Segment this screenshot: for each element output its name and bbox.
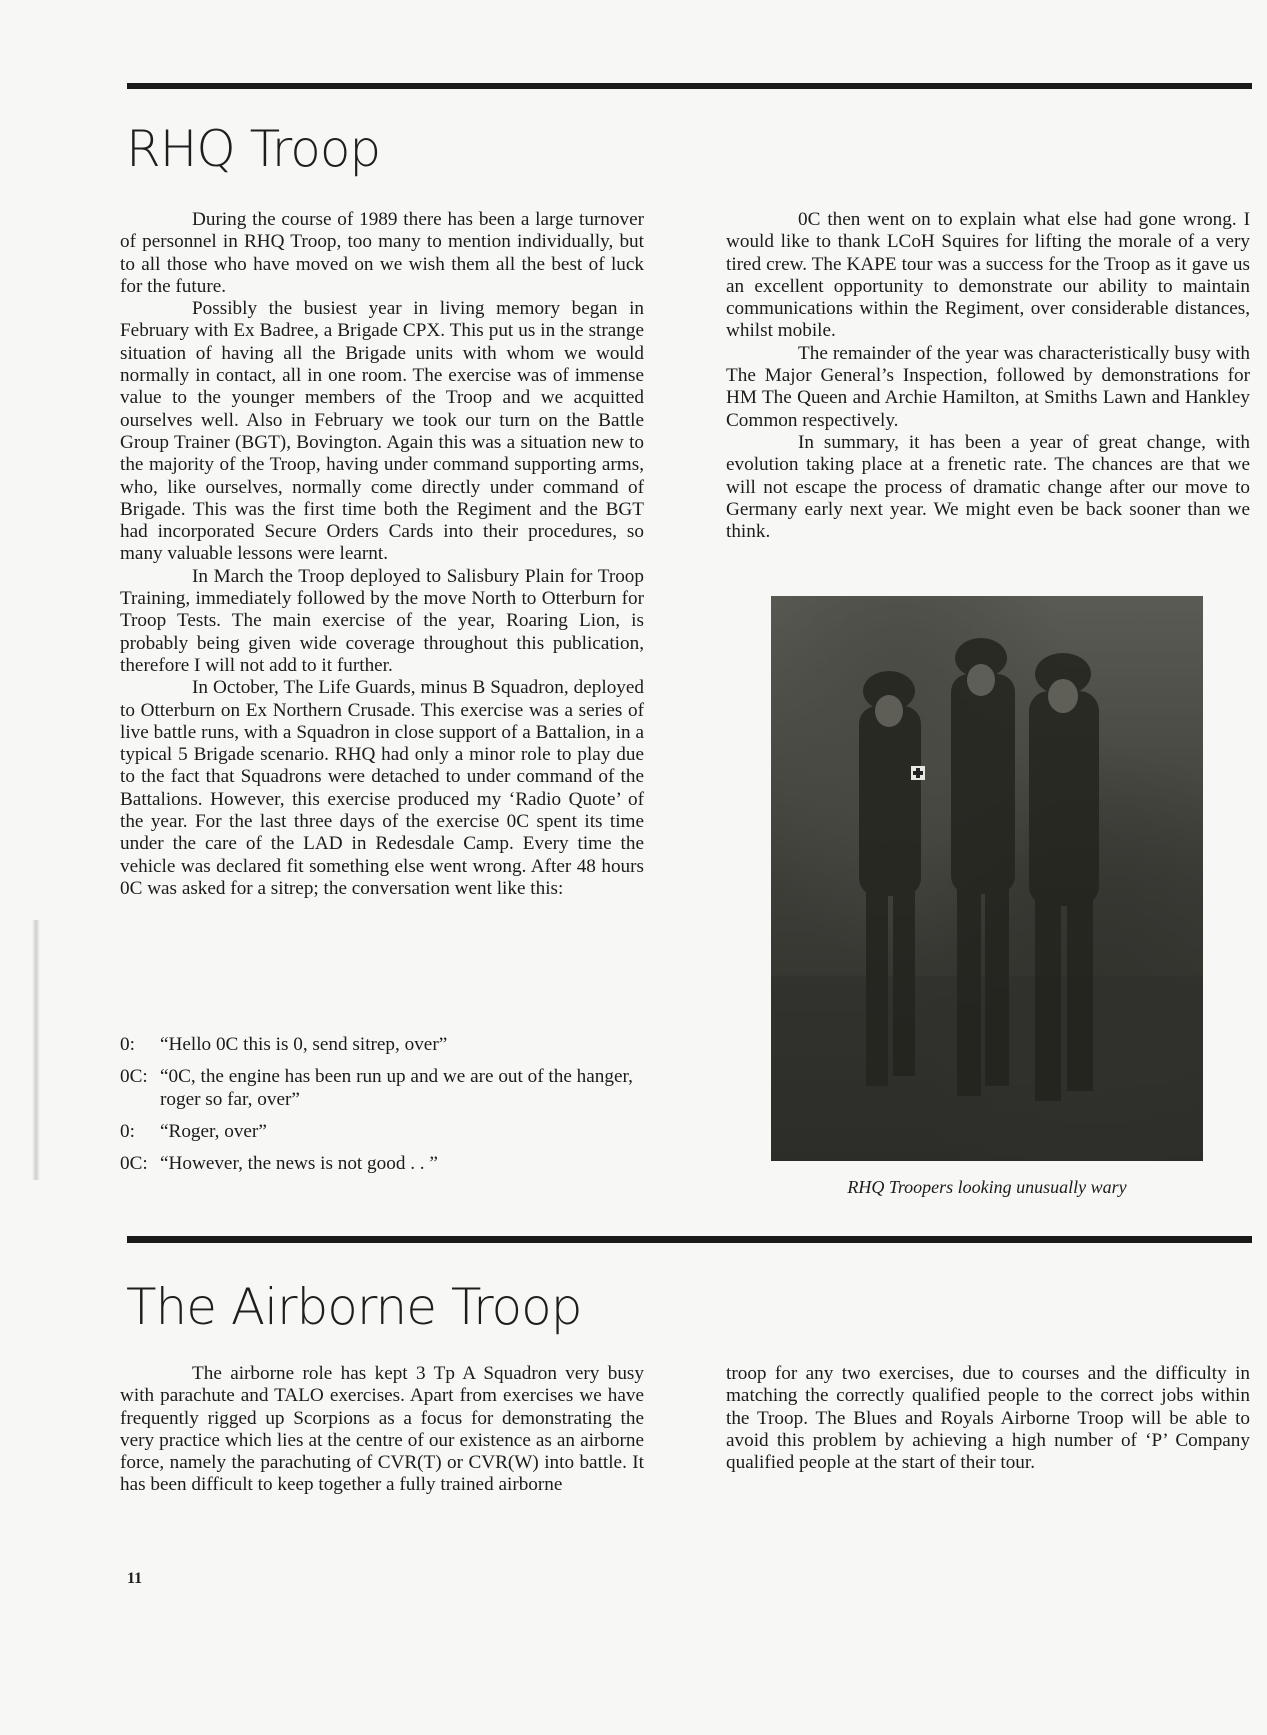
paragraph: troop for any two exercises, due to courses and the difficulty in matching the correctly qualified people to the correct jobs within the Troop. The Blues and Royals Airborne Troop will be able to avoid this problem by achieving a high number of ‘P’ Company qualified people at the start of their tour.: [726, 1363, 1250, 1474]
rhq-column-right: [726, 209, 1250, 543]
radio-dialogue: [120, 1034, 660, 1185]
photo-caption: RHQ Troopers looking unusually wary: [847, 1177, 1127, 1197]
paragraph: In October, The Life Guards, minus B Squadron, deployed to Otterburn on Ex Northern Crusade. This exercise was a series of live battle runs, with a Squadron in close support of a Battalion, in a typical 5 Brigade scenario. RHQ had only a minor role to play due to the fact that Squadrons were detached to under command of the Battalions. However, this exercise produced my ‘Radio Quote’ of the year. For the last three days of the exercise 0C spent its time under the care of the LAD in Redesdale Camp. Every time the vehicle was declared fit something else went wrong. After 48 hours 0C was asked for a sitrep; the conversation went like this:: [120, 677, 644, 899]
paragraph: During the course of 1989 there has been a large turnover of personnel in RHQ Troop, too many to mention individually, but to all those who have moved on we wish them all the best of luck for the future.: [120, 209, 644, 297]
paragraph: 0C then went on to explain what else had gone wrong. I would like to thank LCoH Squires for lifting the morale of a very tired crew. The KAPE tour was a success for the Troop as it gave us an excellent opportunity to demonstrate our ability to maintain communications within the Regiment, over considerable distances, whilst mobile.: [726, 209, 1250, 342]
paragraph: Possibly the busiest year in living memory began in February with Ex Badree, a Brigade CPX. This put us in the strange situation of having all the Brigade units with whom we would normally in contact, all in one room. The exercise was of immense value to the younger members of the Troop and we acquitted ourselves well. Also in February we took our turn on the Battle Group Trainer (BGT), Bovington. Again this was a situation new to the majority of the Troop, having under command supporting arms, who, like ourselves, normally come directly under command of Brigade. This was the first time both the Regiment and the BGT had incorporated Secure Orders Cards into their procedures, so many valuable lessons were learnt.: [120, 298, 644, 565]
troopers-photo: [771, 596, 1203, 1161]
dialogue-text: “However, the news is not good . . ”: [160, 1153, 438, 1175]
paragraph: The airborne role has kept 3 Tp A Squadron very busy with parachute and TALO exercises. Apart from exercises we have frequently rigged up Scorpions as a focus for demonstrating the very practice which lies at the centre of our existence as an airborne force, namely the parachuting of CVR(T) or CVR(W) into battle. It has been difficult to keep together a fully trained airborne: [120, 1363, 644, 1496]
dialogue-speaker: 0:: [120, 1034, 135, 1055]
dialogue-text: “Hello 0C this is 0, send sitrep, over”: [160, 1034, 448, 1055]
troopers-photo-illustration: [771, 596, 1203, 1161]
dialogue-line: [120, 1121, 660, 1143]
airborne-column-right: [726, 1363, 1250, 1474]
section-title-rhq-troop: RHQ Troop: [126, 120, 381, 178]
paragraph: In March the Troop deployed to Salisbury Plain for Troop Training, immediately followed by the move North to Otterburn for Troop Tests. The main exercise of the year, Roaring Lion, is probably being given wide coverage throughout this publication, therefore I will not add to it further.: [120, 565, 644, 676]
dialogue-speaker: 0:: [120, 1120, 135, 1142]
airborne-column-left: [120, 1363, 644, 1497]
dialogue-line: [120, 1153, 660, 1175]
dialogue-text: “0C, the engine has been run up and we are out of the hanger, roger so far, over”: [160, 1066, 633, 1110]
dialogue-speaker: 0C:: [120, 1066, 148, 1088]
dialogue-speaker: 0C:: [120, 1153, 148, 1175]
paragraph: In summary, it has been a year of great change, with evolution taking place at a frenetic rate. The chances are that we will not escape the process of dramatic change after our move to Germany early next year. We might even be back sooner than we think.: [726, 431, 1250, 543]
top-rule: [127, 83, 1252, 89]
dialogue-text: “Roger, over”: [160, 1120, 267, 1142]
paragraph: The remainder of the year was characteristically busy with The Major General’s Inspection, followed by demonstrations for HM The Queen and Archie Hamilton, at Smiths Lawn and Hankley Common respectively.: [726, 342, 1250, 431]
section-title-airborne-troop: The Airborne Troop: [126, 1278, 582, 1336]
page-number: 11: [127, 1570, 143, 1587]
dialogue-line: [120, 1034, 660, 1056]
dialogue-line: [120, 1066, 660, 1111]
scan-edge-shadow: [32, 920, 40, 1180]
section-divider-rule: [127, 1236, 1252, 1243]
rhq-column-left: [120, 209, 644, 900]
